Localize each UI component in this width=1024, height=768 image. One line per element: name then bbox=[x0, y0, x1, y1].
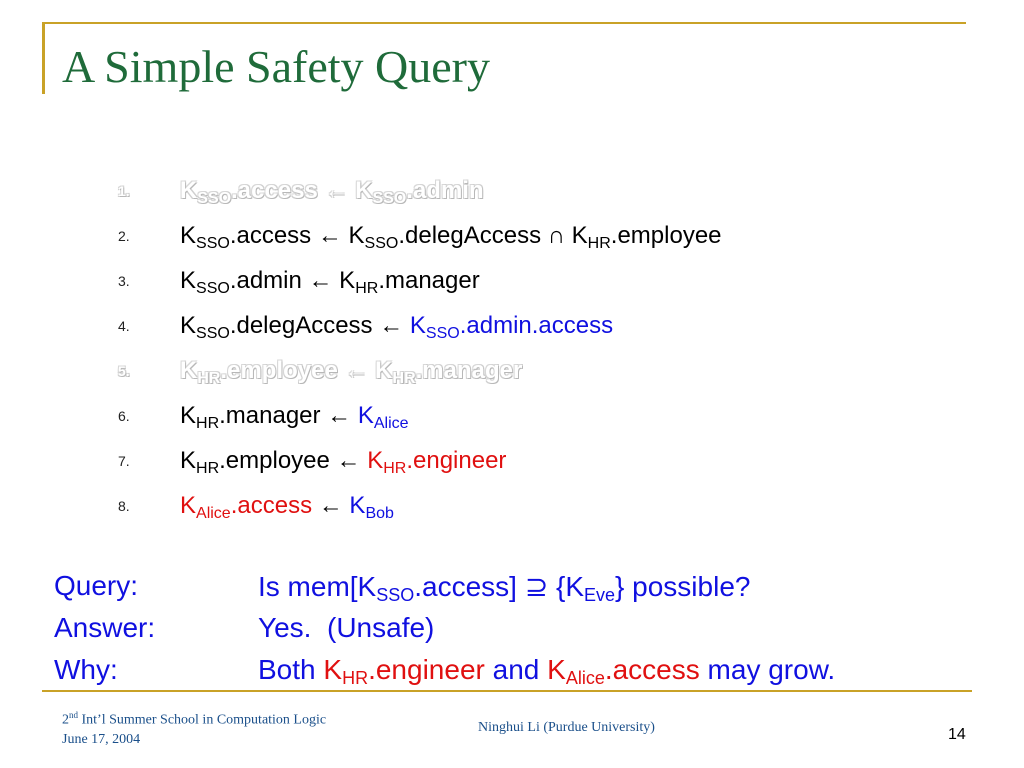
page-number: 14 bbox=[948, 726, 966, 743]
rule-number: 7. bbox=[118, 452, 130, 469]
answer-label: Answer: bbox=[54, 612, 156, 643]
footer-date: June 17, 2004 bbox=[62, 731, 141, 747]
rule-text: $K_{SSO}.access$ ← $K_{SSO}.delegAccess$ ∩ $K_{HR}.employee$ bbox=[180, 221, 722, 252]
rule-number: 8. bbox=[118, 497, 130, 514]
rule-item bbox=[118, 393, 722, 438]
rule-item bbox=[118, 258, 722, 303]
left-border-line bbox=[42, 22, 45, 94]
answer-row bbox=[54, 607, 835, 649]
query-text: Is $mem[K_{SSO}.access]$ ⊇ $\{K_{Eve}\}$ possible? bbox=[258, 570, 751, 605]
query-block bbox=[54, 565, 835, 691]
rule-text: $K_{SSO}.delegAccess$ ← $K_{SSO}.admin.access$ bbox=[180, 311, 614, 342]
rule-item bbox=[118, 348, 722, 393]
rule-list bbox=[118, 168, 722, 528]
query-row bbox=[54, 565, 835, 607]
footer-author: Ninghui Li (Purdue University) bbox=[478, 720, 655, 735]
rule-item bbox=[118, 303, 722, 348]
why-label: Why: bbox=[54, 654, 118, 685]
rule-number: 4. bbox=[118, 317, 130, 334]
rule-item bbox=[118, 213, 722, 258]
rule-number: 1. bbox=[118, 182, 130, 199]
query-label: Query: bbox=[54, 570, 139, 601]
rule-text: $K_{Alice}.access$ ← $K_{Bob}$ bbox=[180, 491, 394, 522]
rule-number: 2. bbox=[118, 227, 130, 244]
rule-number: 6. bbox=[118, 407, 130, 424]
rule-text: $K_{HR}.employee$ ← $K_{HR}.manager$ bbox=[180, 356, 523, 387]
rule-number: 3. bbox=[118, 272, 130, 289]
answer-text: Yes. (Unsafe) bbox=[258, 612, 435, 643]
rule-text: $K_{SSO}.admin$ ← $K_{HR}.manager$ bbox=[180, 266, 480, 297]
rule-item bbox=[118, 438, 722, 483]
rule-text: $K_{HR}.manager$ ← $K_{Alice}$ bbox=[180, 401, 409, 432]
rule-text: $K_{HR}.employee$ ← $K_{HR}.engineer$ bbox=[180, 446, 507, 477]
footer-left bbox=[62, 706, 326, 749]
slide-title: A Simple Safety Query bbox=[62, 41, 490, 92]
top-border-line bbox=[42, 22, 966, 24]
rule-text: $K_{SSO}.access$ ← $K_{SSO}.admin$ bbox=[180, 176, 484, 207]
rule-item bbox=[118, 483, 722, 528]
footer-divider bbox=[42, 690, 972, 692]
footer-school: 2nd Int’l Summer School in Computation Logic bbox=[62, 710, 327, 728]
why-text: Both $K_{HR}.engineer$ and $K_{Alice}.access$ may grow. bbox=[258, 654, 836, 688]
rule-item bbox=[118, 168, 722, 213]
why-row bbox=[54, 649, 835, 691]
rule-number: 5. bbox=[118, 362, 130, 379]
